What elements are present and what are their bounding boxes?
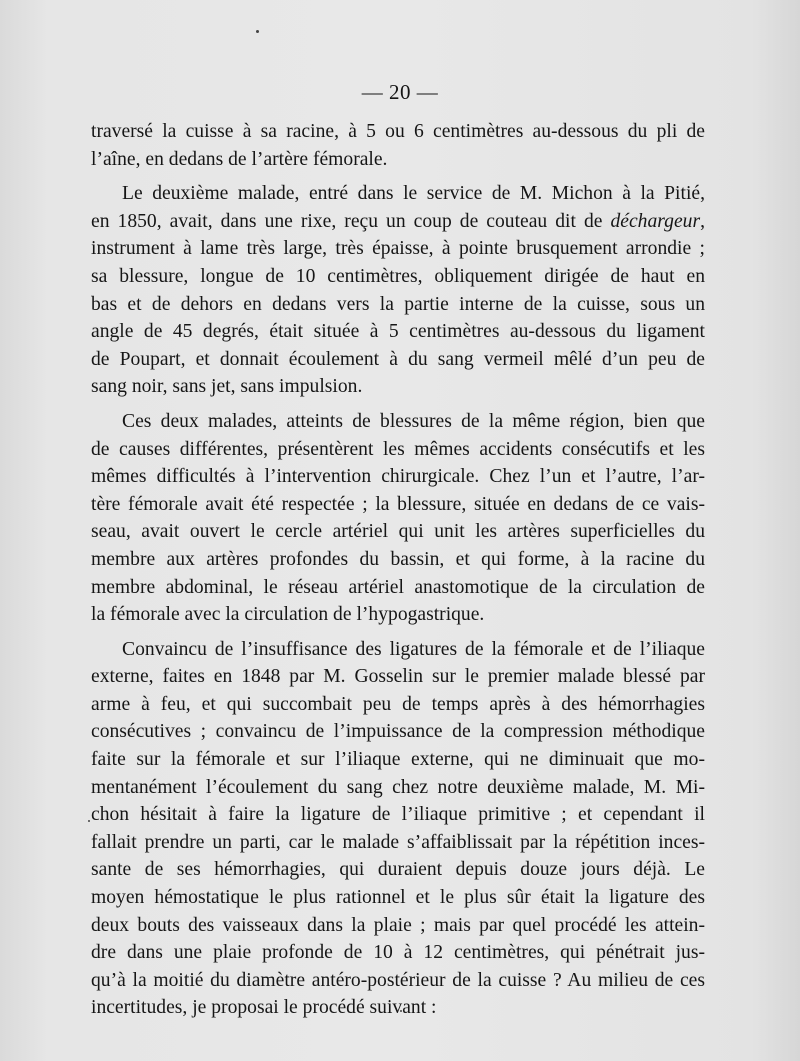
- paragraph-gap: [91, 401, 705, 408]
- text-line: chon hésitait à faire la ligature de l’iliaque primitive ; et cependant il: [91, 804, 705, 826]
- text-line: arme à feu, et qui succombait peu de temps après à des hémorrhagies: [91, 693, 705, 715]
- text-line: sante de ses hémorrhagies, qui duraient depuis douze jours déjà. Le: [91, 859, 705, 881]
- text-line: membre aux artères profondes du bassin, et qui forme, à la racine du: [91, 548, 705, 570]
- italic-term: déchargeur: [610, 210, 701, 232]
- paragraph: [91, 180, 705, 401]
- text-line: la fémorale avec la circulation de l’hypogastrique.: [91, 604, 485, 626]
- text-line: incertitudes, je proposai le procédé suivant :: [91, 997, 437, 1019]
- text-line: Convaincu de l’insuffisance des ligatures de la fémorale et de l’iliaque: [122, 638, 705, 660]
- paragraph-gap: [91, 173, 705, 180]
- text-line: sa blessure, longue de 10 centimètres, obliquement dirigée de haut en: [91, 265, 705, 287]
- text-line: fallait prendre un parti, car le malade s’affaiblissait par la répétition inces-: [91, 831, 705, 853]
- text-line: seau, avait ouvert le cercle artériel qui unit les artères superficielles du: [91, 521, 705, 543]
- text-line: membre abdominal, le réseau artériel anastomotique de la circulation de: [91, 576, 705, 598]
- page-number: — 20 —: [361, 80, 439, 104]
- text-line: de causes différentes, présentèrent les mêmes accidents consécutifs et les: [91, 438, 705, 460]
- text-line: mentanément l’écoulement du sang chez notre deuxième malade, M. Mi-: [91, 776, 705, 798]
- text-line: faite sur la fémorale et sur l’iliaque externe, qui ne diminuait que mo-: [91, 749, 705, 771]
- text-line: instrument à lame très large, très épaisse, à pointe brusquement arrondie ;: [91, 238, 705, 260]
- text-line: en 1850, avait, dans une rixe, reçu un coup de couteau dit de déchargeur,: [91, 210, 705, 232]
- text-line: l’aîne, en dedans de l’artère fémorale.: [91, 148, 388, 170]
- paragraph: [91, 408, 705, 629]
- text-line: dre dans une plaie profonde de 10 à 12 centimètres, qui pénétrait jus-: [91, 942, 705, 964]
- text-line: moyen hémostatique le plus rationnel et le plus sûr était la ligature des: [91, 887, 705, 909]
- text-line: angle de 45 degrés, était située à 5 centimètres au-dessous du ligament: [91, 321, 705, 343]
- text-line: tère fémorale avait été respectée ; la blessure, située en dedans de ce vais-: [91, 493, 705, 515]
- text-line: Ces deux malades, atteints de blessures de la même région, bien que: [122, 410, 705, 432]
- text-line: mêmes difficultés à l’intervention chirurgicale. Chez l’un et l’autre, l’ar-: [91, 466, 705, 488]
- text-line: traversé la cuisse à sa racine, à 5 ou 6 centimètres au-dessous du pli de: [91, 121, 705, 142]
- text-line: bas et de dehors en dedans vers la partie interne de la cuisse, sous un: [91, 293, 705, 315]
- ink-speck: [88, 820, 90, 822]
- body-text: [91, 118, 705, 1022]
- text-line: consécutives ; convaincu de l’impuissance de la compression méthodique: [91, 721, 705, 743]
- paragraph: [91, 118, 705, 173]
- paragraph: [91, 636, 705, 1022]
- paragraph-gap: [91, 629, 705, 636]
- text-line: Le deuxième malade, entré dans le service de M. Michon à la Pitié,: [122, 183, 705, 205]
- text-line: deux bouts des vaisseaux dans la plaie ; mais par quel procédé les attein-: [91, 914, 705, 936]
- text-line: externe, faites en 1848 par M. Gosselin sur le premier malade blessé par: [91, 666, 705, 688]
- ink-speck: [256, 30, 259, 33]
- text-line: qu’à la moitié du diamètre antéro-postérieur de la cuisse ? Au milieu de ces: [91, 969, 705, 991]
- text-line: de Poupart, et donnait écoulement à du sang vermeil mêlé d’un peu de: [91, 348, 705, 370]
- text-line: sang noir, sans jet, sans impulsion.: [91, 376, 363, 398]
